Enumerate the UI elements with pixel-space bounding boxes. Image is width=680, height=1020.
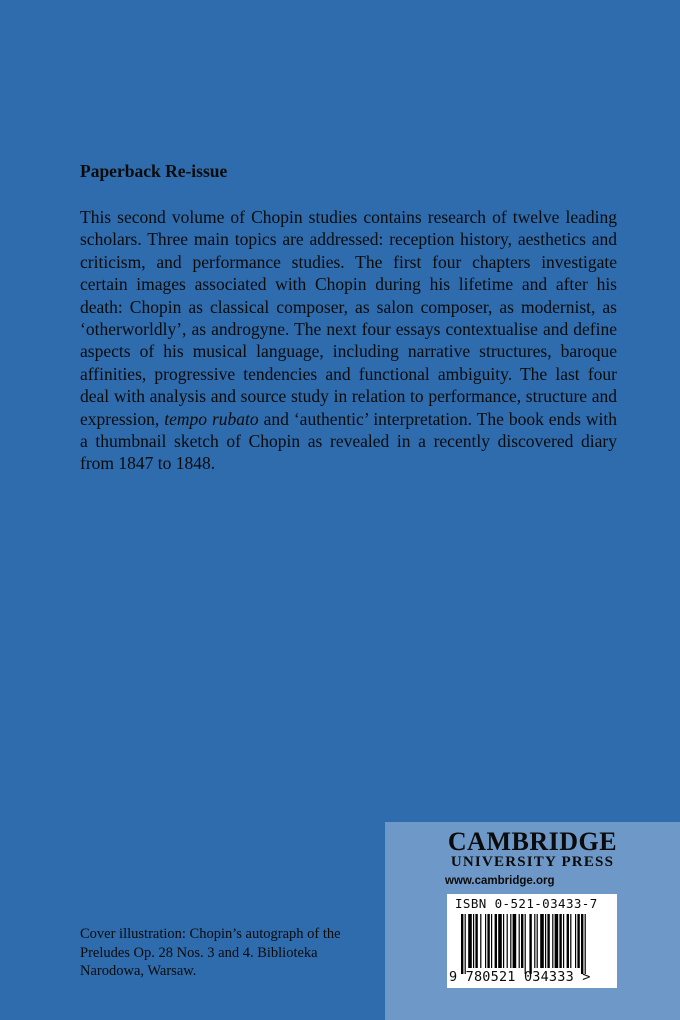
- barcode-bar: [525, 914, 526, 974]
- barcode-bar: [498, 914, 502, 968]
- description-text-part-1: This second volume of Chopin studies contains research of twelve leading scholars. Three main topics are addressed: reception history, aesthetics and criticism, and performance studies. The first four chapters investigate certain images associated with Chopin during his lifetime and after his death: Chopin as classical composer, as salon composer, as modernist, as ‘otherworldly’, as androgyne. The next four essays contextualise and define aspects of his musical language, including narrative structures, baroque affinities, progressive tendencies and functional ambiguity. The last four deal with analysis and source study in relation to performance, structure and expression,: [80, 207, 617, 429]
- barcode-bar: [461, 914, 463, 974]
- barcode-bar: [555, 914, 559, 968]
- barcode-bar: [503, 914, 504, 968]
- barcode-bar: [567, 914, 569, 968]
- barcode-bar: [519, 914, 520, 968]
- barcode-bar: [559, 914, 561, 968]
- barcode-bar: [585, 914, 586, 974]
- barcode-bar: [475, 914, 477, 968]
- barcode-icon: [451, 914, 613, 976]
- publisher-name: CAMBRIDGE: [447, 827, 618, 856]
- cover-illustration-credit: Cover illustration: Chopin’s autograph of the Preludes Op. 28 Nos. 3 and 4. Biblioteka Narodowa, Warsaw.: [80, 926, 341, 980]
- barcode-bar: [537, 914, 538, 968]
- barcode-bar: [473, 914, 474, 968]
- barcode-bar: [465, 914, 466, 974]
- section-heading: Paperback Re-issue: [80, 161, 228, 181]
- publisher-url: www.cambridge.org: [445, 875, 555, 887]
- barcode-bar: [507, 914, 508, 968]
- barcode-bar: [485, 914, 486, 968]
- barcode-bar: [529, 914, 531, 974]
- barcode-bar: [552, 914, 553, 968]
- barcode-bar: [547, 914, 549, 968]
- barcode-bar: [480, 914, 481, 968]
- barcode-bar: [575, 914, 576, 968]
- description-text-part-2: and ‘authentic’ interpretation. The book ends with a thumbnail sketch of Chopin as revealed in a recently discovered diary from 1847 to 1848.: [80, 408, 617, 474]
- barcode-bar: [581, 914, 583, 974]
- barcode-bar: [468, 914, 472, 968]
- barcode-bar: [577, 914, 579, 968]
- barcode-block: [447, 894, 617, 988]
- barcode-bar: [487, 914, 489, 968]
- description-italic-term: tempo rubato: [164, 408, 259, 429]
- barcode-bar: [491, 914, 492, 968]
- barcode-bar: [563, 914, 564, 968]
- publisher-panel: [385, 822, 680, 1020]
- barcode-bar: [510, 914, 511, 968]
- isbn-label: ISBN 0-521-03433-7: [455, 896, 598, 911]
- barcode-bar: [495, 914, 497, 968]
- barcode-bar: [521, 914, 523, 968]
- publisher-subname: UNIVERSITY PRESS: [450, 854, 615, 870]
- barcode-bar: [545, 914, 546, 968]
- book-description: [80, 206, 617, 475]
- barcode-bar: [540, 914, 544, 968]
- barcode-bar: [513, 914, 517, 968]
- ean-digits: 9 780521 034333 >: [449, 969, 591, 985]
- barcode-bar: [534, 914, 535, 968]
- barcode-bar: [570, 914, 571, 968]
